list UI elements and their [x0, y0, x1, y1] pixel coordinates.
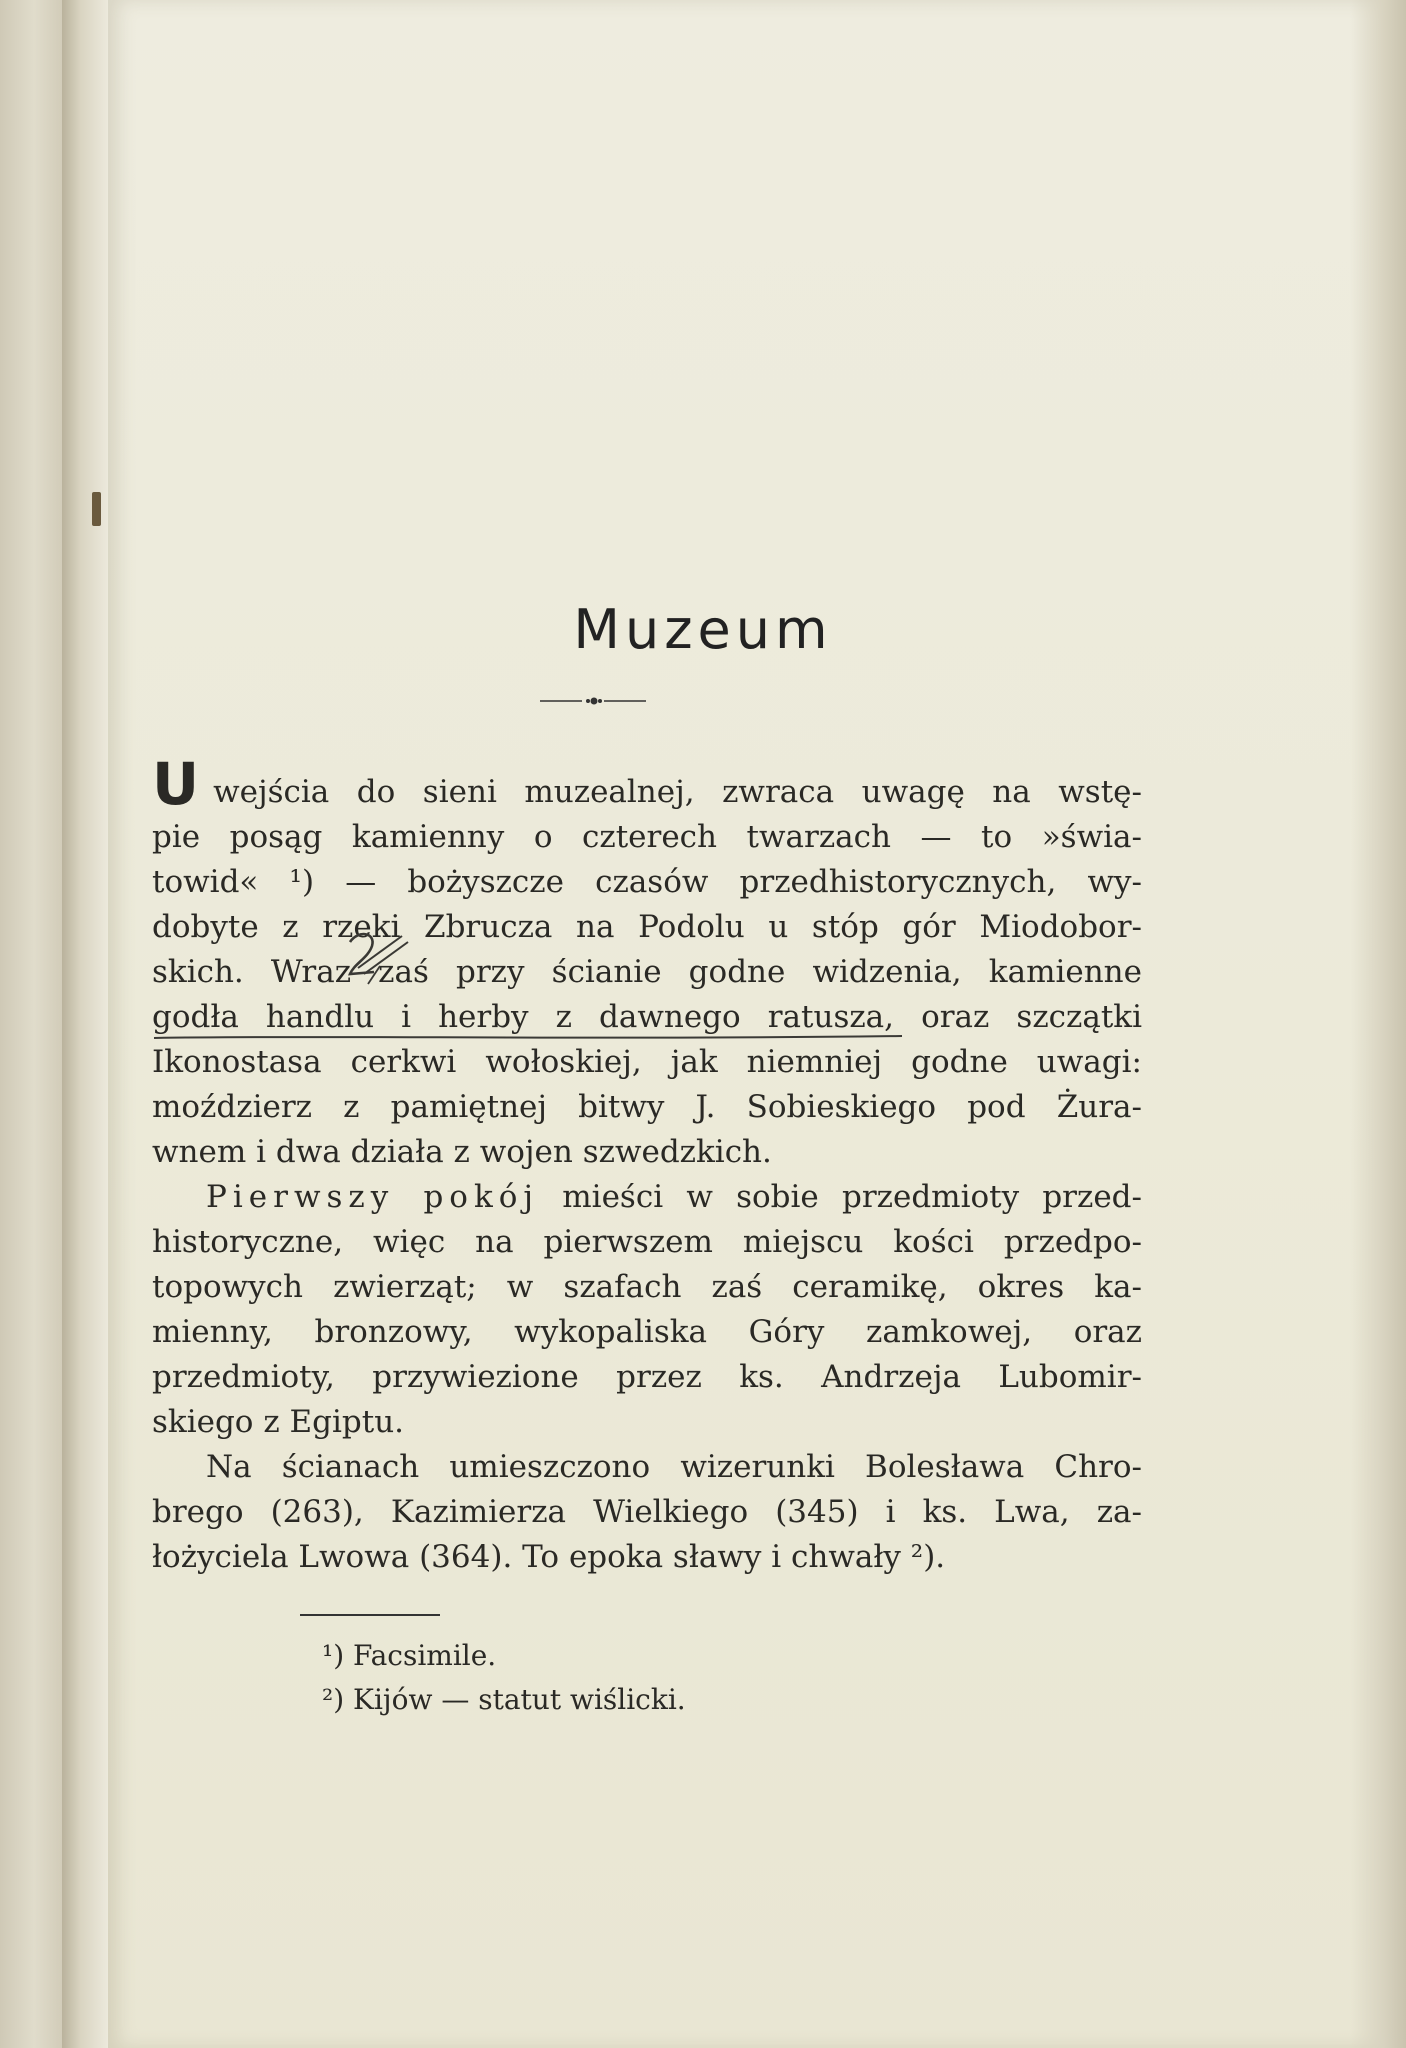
footnote-rule — [300, 1614, 440, 1616]
text-line: godła handlu i herby z dawnego ratusza, oraz szczątki — [152, 999, 1142, 1035]
drop-initial: U — [152, 750, 200, 818]
text-line — [152, 1175, 1142, 1220]
text-line: Ikonostasa cerkwi wołoskiej, jak niemniej godne uwagi: — [152, 1044, 1142, 1080]
page-title: Muzeum — [573, 598, 833, 661]
text-line-content: wejścia do sieni muzealnej, zwraca uwagę na wstę- — [213, 774, 1142, 810]
adjacent-page-edge — [0, 0, 62, 2048]
text-line: wnem i dwa działa z wojen szwedzkich. — [152, 1134, 772, 1170]
text-line: mienny, bronzowy, wykopaliska Góry zamkowej, oraz — [152, 1314, 1142, 1350]
text-line: Na ścianach umieszczono wizerunki Bolesława Chro- — [206, 1449, 1142, 1485]
text-line: historyczne, więc na pierwszem miejscu kości przedpo- — [152, 1224, 1142, 1260]
text-line: dobyte z rzeki Zbrucza na Podolu u stóp gór Miodobor- — [152, 909, 1142, 945]
spaced-lead: Pierwszy pokój — [206, 1179, 540, 1215]
text-line-content: mieści w sobie przedmioty przed- — [562, 1179, 1143, 1215]
title-ornament — [540, 690, 646, 712]
text-line: skiego z Egiptu. — [152, 1404, 405, 1440]
text-line: pie posąg kamienny o czterech twarzach — to »świa- — [152, 819, 1142, 855]
staple — [92, 492, 101, 526]
binding-gutter — [62, 0, 108, 2048]
paragraph-1 — [152, 750, 1142, 1175]
paragraph-2 — [152, 1175, 1142, 1445]
text-line: brego (263), Kazimierza Wielkiego (345) i ks. Lwa, za- — [152, 1494, 1142, 1530]
page-right-edge — [1350, 0, 1406, 2048]
footnote-2: ²) Kijów — statut wiślicki. — [322, 1683, 686, 1716]
text-line: skich. Wraz zaś przy ścianie godne widzenia, kamienne — [152, 954, 1142, 990]
paragraph-3 — [152, 1445, 1142, 1580]
text-line — [152, 750, 1142, 818]
body-text — [152, 750, 1143, 1580]
text-line: przedmioty, przywiezione przez ks. Andrzeja Lubomir- — [152, 1359, 1142, 1395]
handwritten-underline — [152, 1032, 904, 1042]
handwritten-annotation-mark — [328, 928, 410, 998]
text-line: moździerz z pamiętnej bitwy J. Sobieskiego pod Żura- — [152, 1089, 1142, 1125]
text-line: łożyciela Lwowa (364). To epoka sławy i chwały ²). — [152, 1539, 946, 1575]
text-line: topowych zwierząt; w szafach zaś ceramikę, okres ka- — [152, 1269, 1142, 1305]
text-line: towid« ¹) — bożyszcze czasów przedhistorycznych, wy- — [152, 864, 1142, 900]
footnotes — [322, 1634, 686, 1722]
footnote-1: ¹) Facsimile. — [322, 1639, 497, 1672]
